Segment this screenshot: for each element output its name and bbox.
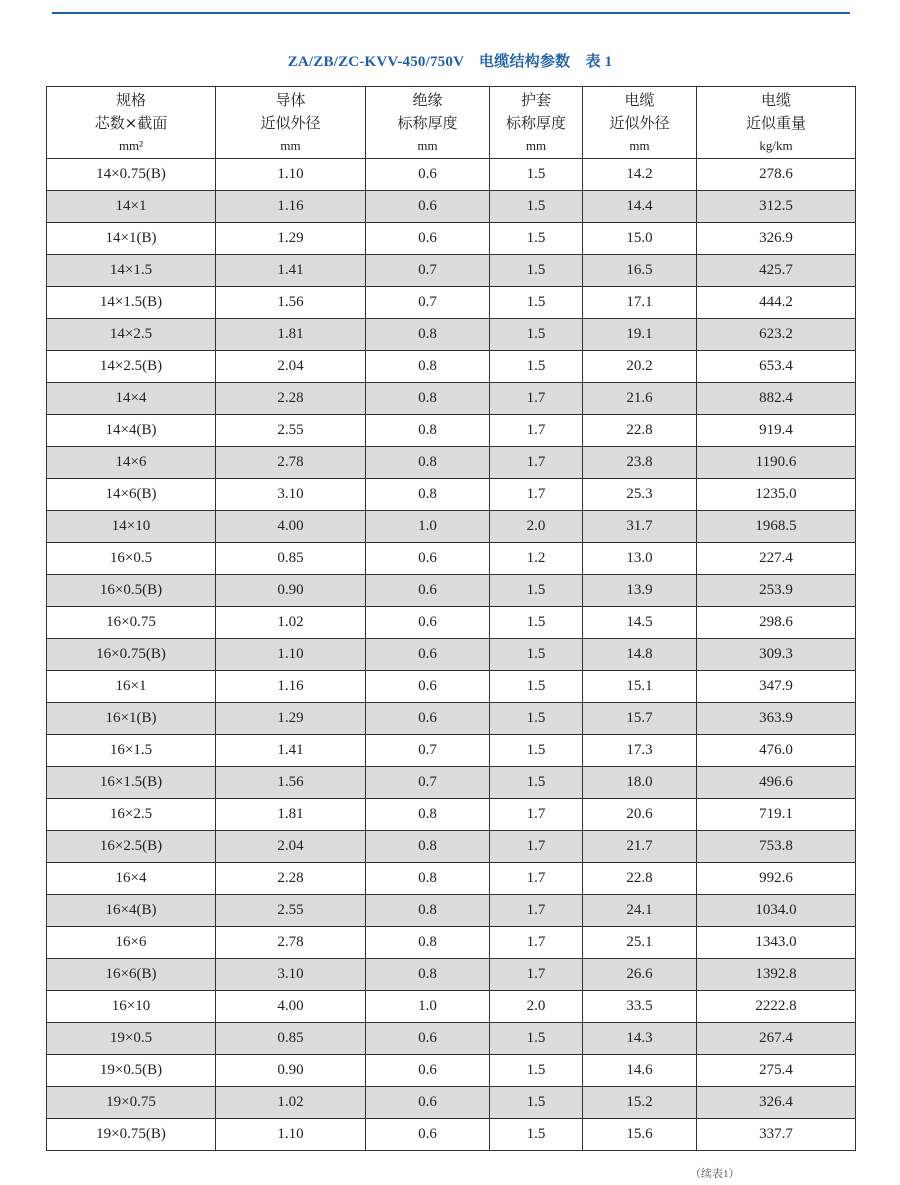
table-cell: 0.6	[366, 1087, 490, 1119]
table-cell: 1392.8	[697, 959, 856, 991]
continuation-note: （续表1）	[690, 1168, 740, 1180]
table-cell: 1.56	[216, 287, 366, 319]
table-row	[47, 863, 856, 895]
table-row	[47, 479, 856, 511]
table-cell: 476.0	[697, 735, 856, 767]
table-cell: 2.78	[216, 447, 366, 479]
table-cell: 1.02	[216, 1087, 366, 1119]
table-cell: 1.0	[366, 991, 490, 1023]
table-row	[47, 415, 856, 447]
table-cell: 2.0	[490, 991, 583, 1023]
table-cell: 0.85	[216, 1023, 366, 1055]
table-cell: 1034.0	[697, 895, 856, 927]
table-cell: 0.6	[366, 1119, 490, 1151]
table-cell: 16×0.5	[47, 543, 216, 575]
table-cell: 0.8	[366, 351, 490, 383]
table-cell: 0.8	[366, 927, 490, 959]
header-rule	[52, 12, 850, 14]
table-cell: 14×1.5(B)	[47, 287, 216, 319]
table-cell: 22.8	[583, 863, 697, 895]
table-cell: 16×2.5(B)	[47, 831, 216, 863]
table-cell: 25.1	[583, 927, 697, 959]
table-cell: 0.8	[366, 959, 490, 991]
col-header-line2: 标称厚度	[505, 113, 566, 132]
table-cell: 298.6	[697, 607, 856, 639]
table-cell: 1.81	[216, 799, 366, 831]
table-row	[47, 351, 856, 383]
table-row	[47, 1055, 856, 1087]
table-cell: 14×1.5	[47, 255, 216, 287]
table-cell: 347.9	[697, 671, 856, 703]
col-header-spec	[47, 87, 216, 159]
table-cell: 653.4	[697, 351, 856, 383]
table-cell: 253.9	[697, 575, 856, 607]
table-cell: 1.5	[490, 1055, 583, 1087]
table-cell: 919.4	[697, 415, 856, 447]
table-cell: 719.1	[697, 799, 856, 831]
table-cell: 16×1.5	[47, 735, 216, 767]
table-cell: 0.7	[366, 287, 490, 319]
table-cell: 22.8	[583, 415, 697, 447]
col-header-line2: 标称厚度	[397, 113, 458, 132]
table-cell: 0.6	[366, 191, 490, 223]
table-cell: 0.7	[366, 255, 490, 287]
table-cell: 15.1	[583, 671, 697, 703]
table-row	[47, 255, 856, 287]
table-row	[47, 927, 856, 959]
table-cell: 1.7	[490, 447, 583, 479]
table-cell: 1.7	[490, 415, 583, 447]
table-cell: 3.10	[216, 479, 366, 511]
table-cell: 24.1	[583, 895, 697, 927]
table-cell: 13.9	[583, 575, 697, 607]
table-cell: 14.3	[583, 1023, 697, 1055]
table-cell: 25.3	[583, 479, 697, 511]
table-cell: 1.5	[490, 703, 583, 735]
table-cell: 17.1	[583, 287, 697, 319]
table-cell: 425.7	[697, 255, 856, 287]
col-header-sheath-thickness	[490, 87, 583, 159]
table-cell: 0.6	[366, 223, 490, 255]
table-cell: 1.5	[490, 191, 583, 223]
table-cell: 363.9	[697, 703, 856, 735]
table-row	[47, 191, 856, 223]
table-cell: 1.5	[490, 607, 583, 639]
table-cell: 1.5	[490, 1023, 583, 1055]
table-cell: 16×0.75	[47, 607, 216, 639]
table-cell: 20.2	[583, 351, 697, 383]
table-cell: 1.7	[490, 479, 583, 511]
table-cell: 14×2.5	[47, 319, 216, 351]
table-cell: 0.6	[366, 543, 490, 575]
table-cell: 16×10	[47, 991, 216, 1023]
table-cell: 0.8	[366, 479, 490, 511]
table-cell: 21.7	[583, 831, 697, 863]
table-row	[47, 383, 856, 415]
table-cell: 312.5	[697, 191, 856, 223]
table-cell: 2.28	[216, 383, 366, 415]
col-header-line1: 导体	[275, 90, 306, 109]
table-cell: 31.7	[583, 511, 697, 543]
table-cell: 2.55	[216, 895, 366, 927]
cable-spec-table	[46, 86, 856, 1151]
table-cell: 14×4(B)	[47, 415, 216, 447]
table-cell: 1.5	[490, 351, 583, 383]
table-cell: 13.0	[583, 543, 697, 575]
table-cell: 2.55	[216, 415, 366, 447]
col-header-line1: 电缆	[760, 90, 791, 109]
table-title: ZA/ZB/ZC-KVV-450/750V 电缆结构参数 表 1	[287, 54, 613, 70]
table-row	[47, 1087, 856, 1119]
table-row	[47, 991, 856, 1023]
table-cell: 2.28	[216, 863, 366, 895]
table-cell: 14×1	[47, 191, 216, 223]
table-cell: 16×1	[47, 671, 216, 703]
table-cell: 0.90	[216, 1055, 366, 1087]
table-cell: 623.2	[697, 319, 856, 351]
table-cell: 16×6	[47, 927, 216, 959]
table-cell: 20.6	[583, 799, 697, 831]
table-cell: 16×4(B)	[47, 895, 216, 927]
table-cell: 14×6	[47, 447, 216, 479]
table-cell: 2.78	[216, 927, 366, 959]
col-header-unit: kg/km	[759, 137, 793, 153]
table-cell: 1.7	[490, 895, 583, 927]
table-cell: 1968.5	[697, 511, 856, 543]
table-cell: 1.5	[490, 1087, 583, 1119]
col-header-line2: 近似重量	[745, 113, 806, 132]
table-cell: 4.00	[216, 511, 366, 543]
table-cell: 0.6	[366, 1023, 490, 1055]
table-cell: 1.0	[366, 511, 490, 543]
table-cell: 1.29	[216, 703, 366, 735]
table-cell: 0.6	[366, 1055, 490, 1087]
table-cell: 16×1.5(B)	[47, 767, 216, 799]
table-row	[47, 767, 856, 799]
table-cell: 882.4	[697, 383, 856, 415]
table-cell: 1.41	[216, 255, 366, 287]
table-cell: 0.8	[366, 831, 490, 863]
table-cell: 1.7	[490, 799, 583, 831]
table-row	[47, 1023, 856, 1055]
table-cell: 23.8	[583, 447, 697, 479]
table-cell: 1343.0	[697, 927, 856, 959]
table-cell: 1235.0	[697, 479, 856, 511]
table-cell: 326.9	[697, 223, 856, 255]
table-cell: 337.7	[697, 1119, 856, 1151]
col-header-conductor-diameter	[216, 87, 366, 159]
table-cell: 1.5	[490, 159, 583, 191]
table-cell: 14×6(B)	[47, 479, 216, 511]
col-header-unit: mm	[525, 137, 547, 153]
col-header-unit: mm	[417, 137, 438, 153]
table-row	[47, 223, 856, 255]
table-cell: 0.85	[216, 543, 366, 575]
table-cell: 26.6	[583, 959, 697, 991]
table-cell: 278.6	[697, 159, 856, 191]
col-header-unit: mm	[280, 137, 301, 153]
table-cell: 18.0	[583, 767, 697, 799]
table-cell: 1.10	[216, 159, 366, 191]
table-cell: 992.6	[697, 863, 856, 895]
table-cell: 0.7	[366, 767, 490, 799]
table-cell: 2.04	[216, 831, 366, 863]
table-cell: 326.4	[697, 1087, 856, 1119]
table-cell: 444.2	[697, 287, 856, 319]
table-row	[47, 831, 856, 863]
table-row	[47, 1119, 856, 1151]
col-header-line2: 芯数×截面	[94, 113, 168, 132]
table-row	[47, 543, 856, 575]
table-cell: 4.00	[216, 991, 366, 1023]
table-row	[47, 319, 856, 351]
table-cell: 1.29	[216, 223, 366, 255]
table-cell: 309.3	[697, 639, 856, 671]
table-cell: 1.5	[490, 319, 583, 351]
col-header-line2: 近似外径	[260, 113, 321, 132]
table-cell: 16×4	[47, 863, 216, 895]
table-cell: 1.7	[490, 383, 583, 415]
table-cell: 0.6	[366, 159, 490, 191]
table-cell: 14×0.75(B)	[47, 159, 216, 191]
table-cell: 16×0.5(B)	[47, 575, 216, 607]
table-cell: 0.6	[366, 607, 490, 639]
table-cell: 0.6	[366, 639, 490, 671]
table-cell: 1.81	[216, 319, 366, 351]
table-cell: 1.5	[490, 1119, 583, 1151]
table-cell: 0.6	[366, 671, 490, 703]
table-row	[47, 671, 856, 703]
table-cell: 1.5	[490, 735, 583, 767]
table-cell: 14×4	[47, 383, 216, 415]
table-row	[47, 799, 856, 831]
table-cell: 15.6	[583, 1119, 697, 1151]
col-header-line1: 电缆	[624, 90, 655, 109]
table-cell: 1.7	[490, 831, 583, 863]
table-cell: 0.7	[366, 735, 490, 767]
table-cell: 14.6	[583, 1055, 697, 1087]
table-cell: 1.7	[490, 959, 583, 991]
col-header-line1: 护套	[520, 90, 551, 109]
table-cell: 19.1	[583, 319, 697, 351]
table-cell: 1.10	[216, 1119, 366, 1151]
table-cell: 0.8	[366, 415, 490, 447]
table-cell: 1.5	[490, 255, 583, 287]
table-cell: 14.2	[583, 159, 697, 191]
col-header-insulation-thickness	[366, 87, 490, 159]
table-row	[47, 703, 856, 735]
table-cell: 16×1(B)	[47, 703, 216, 735]
table-cell: 15.2	[583, 1087, 697, 1119]
table-cell: 0.90	[216, 575, 366, 607]
table-cell: 16×2.5	[47, 799, 216, 831]
table-cell: 19×0.5(B)	[47, 1055, 216, 1087]
table-cell: 17.3	[583, 735, 697, 767]
table-cell: 15.7	[583, 703, 697, 735]
table-row	[47, 447, 856, 479]
table-cell: 14×1(B)	[47, 223, 216, 255]
col-header-cable-weight	[697, 87, 856, 159]
col-header-line1: 规格	[115, 90, 146, 109]
table-row	[47, 511, 856, 543]
table-cell: 0.8	[366, 799, 490, 831]
table-cell: 0.6	[366, 703, 490, 735]
table-cell: 2222.8	[697, 991, 856, 1023]
table-cell: 3.10	[216, 959, 366, 991]
table-cell: 19×0.75	[47, 1087, 216, 1119]
table-cell: 1.5	[490, 287, 583, 319]
table-cell: 1.5	[490, 671, 583, 703]
table-cell: 1.5	[490, 639, 583, 671]
table-cell: 2.0	[490, 511, 583, 543]
table-cell: 496.6	[697, 767, 856, 799]
table-cell: 2.04	[216, 351, 366, 383]
table-cell: 14.5	[583, 607, 697, 639]
table-row	[47, 639, 856, 671]
table-cell: 14×10	[47, 511, 216, 543]
col-header-unit: mm	[629, 137, 650, 153]
table-cell: 0.8	[366, 895, 490, 927]
table-cell: 16×6(B)	[47, 959, 216, 991]
table-cell: 19×0.75(B)	[47, 1119, 216, 1151]
table-cell: 0.8	[366, 863, 490, 895]
col-header-line1: 绝缘	[412, 90, 443, 109]
table-cell: 1.7	[490, 927, 583, 959]
table-row	[47, 959, 856, 991]
table-cell: 33.5	[583, 991, 697, 1023]
table-cell: 267.4	[697, 1023, 856, 1055]
table-cell: 0.6	[366, 575, 490, 607]
table-cell: 1.5	[490, 575, 583, 607]
table-row	[47, 895, 856, 927]
table-cell: 19×0.5	[47, 1023, 216, 1055]
table-cell: 1.10	[216, 639, 366, 671]
table-row	[47, 607, 856, 639]
table-cell: 16.5	[583, 255, 697, 287]
table-cell: 0.8	[366, 319, 490, 351]
table-row	[47, 735, 856, 767]
table-cell: 15.0	[583, 223, 697, 255]
table-cell: 1.5	[490, 767, 583, 799]
table-row	[47, 159, 856, 191]
table-cell: 275.4	[697, 1055, 856, 1087]
table-cell: 1.16	[216, 191, 366, 223]
table-cell: 1.02	[216, 607, 366, 639]
table-cell: 1.16	[216, 671, 366, 703]
table-row	[47, 575, 856, 607]
table-cell: 16×0.75(B)	[47, 639, 216, 671]
table-body	[47, 159, 856, 1151]
table-cell: 1.41	[216, 735, 366, 767]
col-header-cable-diameter	[583, 87, 697, 159]
table-cell: 753.8	[697, 831, 856, 863]
table-cell: 14.4	[583, 191, 697, 223]
table-cell: 1.5	[490, 223, 583, 255]
table-cell: 21.6	[583, 383, 697, 415]
table-cell: 1.2	[490, 543, 583, 575]
table-cell: 1190.6	[697, 447, 856, 479]
table-cell: 1.56	[216, 767, 366, 799]
table-row	[47, 287, 856, 319]
table-header	[47, 87, 856, 159]
table-cell: 0.8	[366, 383, 490, 415]
table-cell: 1.7	[490, 863, 583, 895]
table-cell: 227.4	[697, 543, 856, 575]
col-header-unit: mm²	[118, 137, 144, 153]
header-row	[47, 87, 856, 159]
table-cell: 14.8	[583, 639, 697, 671]
col-header-line2: 近似外径	[609, 113, 670, 132]
table-cell: 0.8	[366, 447, 490, 479]
table-cell: 14×2.5(B)	[47, 351, 216, 383]
